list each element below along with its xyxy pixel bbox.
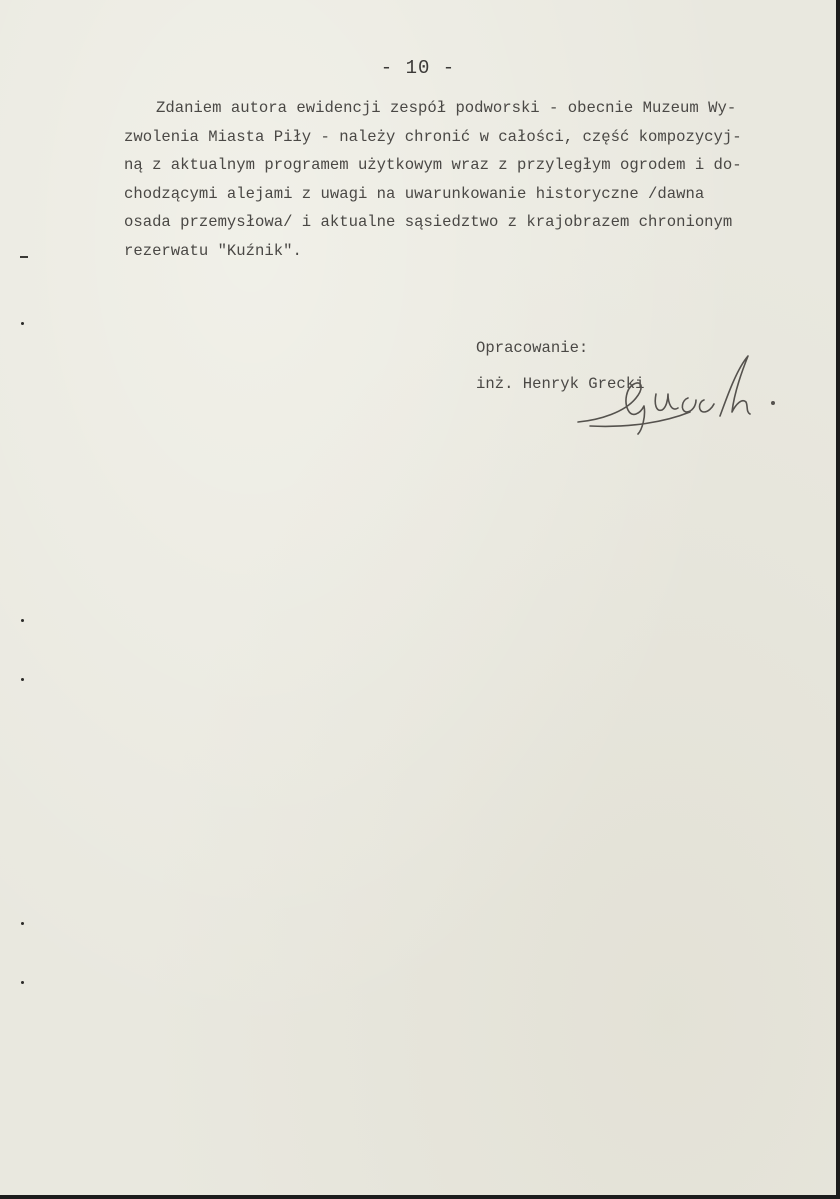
margin-mark <box>21 922 24 925</box>
paragraph-line: Zdaniem autora ewidencji zespół podworski - obecnie Muzeum Wy- <box>156 99 737 117</box>
prepared-by-label: Opracowanie: <box>476 339 589 357</box>
handwritten-signature <box>570 350 790 440</box>
margin-mark <box>21 678 24 681</box>
page-number: - 10 - <box>380 57 456 79</box>
margin-mark <box>21 322 24 325</box>
margin-mark <box>21 619 24 622</box>
margin-mark <box>21 981 24 984</box>
paragraph-line: osada przemysłowa/ i aktualne sąsiedztwo z krajobrazem chronionym <box>124 213 733 231</box>
paragraph-line: ną z aktualnym programem użytkowym wraz z przyległym ogrodem i do- <box>124 156 742 174</box>
author-name: inż. Henryk Grecki <box>476 375 645 393</box>
paragraph-line: rezerwatu "Kuźnik". <box>124 241 302 260</box>
body-paragraph <box>96 94 826 265</box>
paragraph-line: zwolenia Miasta Piły - należy chronić w całości, część kompozycyj- <box>124 127 742 146</box>
paragraph-line: chodzącymi alejami z uwagi na uwarunkowanie historyczne /dawna <box>124 184 705 203</box>
margin-mark <box>20 256 28 258</box>
